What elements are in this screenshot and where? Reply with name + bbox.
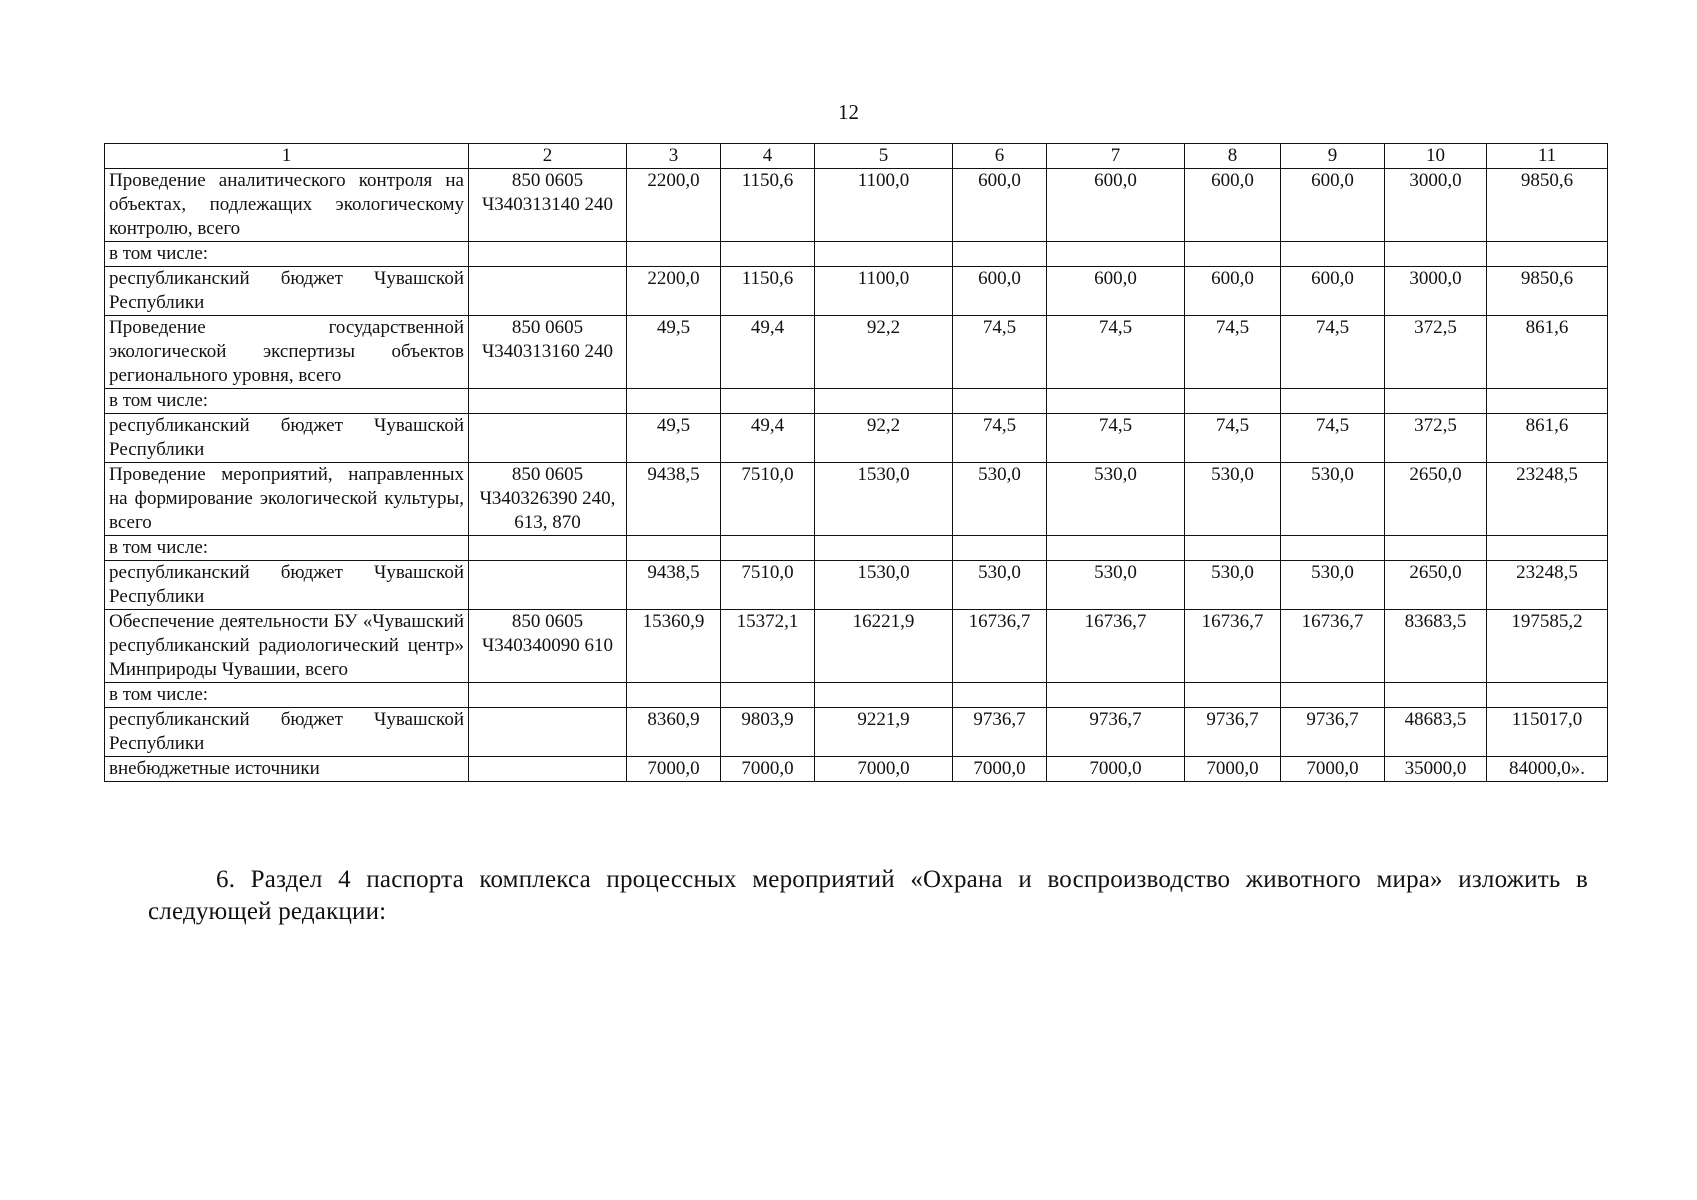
budget-code [469, 267, 627, 316]
empty-cell [815, 389, 953, 414]
value-cell: 372,5 [1385, 316, 1487, 389]
column-header: 5 [815, 144, 953, 169]
value-cell: 197585,2 [1487, 610, 1608, 683]
value-cell: 1150,6 [721, 169, 815, 242]
empty-cell [627, 389, 721, 414]
value-cell: 600,0 [1185, 267, 1281, 316]
value-cell: 15360,9 [627, 610, 721, 683]
column-header: 3 [627, 144, 721, 169]
value-cell: 1150,6 [721, 267, 815, 316]
budget-code [469, 757, 627, 782]
budget-code [469, 561, 627, 610]
value-cell: 74,5 [1185, 414, 1281, 463]
value-cell: 23248,5 [1487, 463, 1608, 536]
instruction-paragraph: 6. Раздел 4 паспорта комплекса процессных мероприятий «Охрана и воспроизводство животного мира» изложить в следующей редакции: [148, 866, 1588, 925]
empty-cell [1281, 683, 1385, 708]
value-cell: 2200,0 [627, 169, 721, 242]
value-cell: 49,5 [627, 414, 721, 463]
table-row [105, 414, 1608, 463]
including-label: в том числе: [105, 242, 469, 267]
empty-cell [1487, 683, 1608, 708]
value-cell: 9850,6 [1487, 169, 1608, 242]
empty-cell [1185, 536, 1281, 561]
value-cell: 9736,7 [1185, 708, 1281, 757]
value-cell: 16221,9 [815, 610, 953, 683]
empty-cell [953, 683, 1047, 708]
value-cell: 16736,7 [1281, 610, 1385, 683]
empty-cell [1385, 683, 1487, 708]
value-cell: 74,5 [953, 414, 1047, 463]
value-cell: 115017,0 [1487, 708, 1608, 757]
value-cell: 16736,7 [1185, 610, 1281, 683]
table-row [105, 757, 1608, 782]
column-header: 10 [1385, 144, 1487, 169]
table-row [105, 267, 1608, 316]
value-cell: 7000,0 [627, 757, 721, 782]
value-cell: 372,5 [1385, 414, 1487, 463]
subtotal-label-row [105, 389, 1608, 414]
subtotal-label-row [105, 536, 1608, 561]
column-header: 8 [1185, 144, 1281, 169]
empty-cell [721, 242, 815, 267]
value-cell: 48683,5 [1385, 708, 1487, 757]
empty-cell [469, 389, 627, 414]
table-row [105, 316, 1608, 389]
empty-cell [627, 536, 721, 561]
empty-cell [1185, 389, 1281, 414]
value-cell: 1100,0 [815, 267, 953, 316]
value-cell: 7000,0 [1281, 757, 1385, 782]
empty-cell [815, 683, 953, 708]
empty-cell [721, 683, 815, 708]
column-header: 11 [1487, 144, 1608, 169]
value-cell: 9850,6 [1487, 267, 1608, 316]
value-cell: 7000,0 [953, 757, 1047, 782]
value-cell: 74,5 [1047, 316, 1185, 389]
value-cell: 861,6 [1487, 316, 1608, 389]
value-cell: 8360,9 [627, 708, 721, 757]
empty-cell [815, 536, 953, 561]
including-label: в том числе: [105, 536, 469, 561]
empty-cell [1385, 389, 1487, 414]
column-header: 1 [105, 144, 469, 169]
budget-code: 850 0605 Ч340313140 240 [469, 169, 627, 242]
value-cell: 600,0 [1281, 169, 1385, 242]
value-cell: 74,5 [1281, 316, 1385, 389]
empty-cell [1281, 389, 1385, 414]
empty-cell [469, 242, 627, 267]
value-cell: 7000,0 [1047, 757, 1185, 782]
budget-code: 850 0605 Ч340340090 610 [469, 610, 627, 683]
value-cell: 16736,7 [1047, 610, 1185, 683]
value-cell: 7000,0 [721, 757, 815, 782]
value-cell: 7510,0 [721, 463, 815, 536]
value-cell: 600,0 [1185, 169, 1281, 242]
row-name: Проведение государственной экологической экспертизы объектов регионального уровня, всего [105, 316, 469, 389]
empty-cell [1487, 389, 1608, 414]
value-cell: 530,0 [1185, 463, 1281, 536]
subtotal-label-row [105, 683, 1608, 708]
value-cell: 74,5 [1047, 414, 1185, 463]
value-cell: 600,0 [1047, 267, 1185, 316]
empty-cell [721, 536, 815, 561]
budget-code [469, 708, 627, 757]
empty-cell [1047, 242, 1185, 267]
value-cell: 9736,7 [1281, 708, 1385, 757]
empty-cell [1047, 389, 1185, 414]
empty-cell [1487, 242, 1608, 267]
column-header: 7 [1047, 144, 1185, 169]
value-cell: 9736,7 [1047, 708, 1185, 757]
budget-code [469, 414, 627, 463]
empty-cell [627, 683, 721, 708]
value-cell: 16736,7 [953, 610, 1047, 683]
empty-cell [1385, 536, 1487, 561]
empty-cell [1047, 683, 1185, 708]
empty-cell [627, 242, 721, 267]
page-number: 12 [838, 100, 859, 124]
value-cell: 9736,7 [953, 708, 1047, 757]
value-cell: 530,0 [953, 463, 1047, 536]
value-cell: 23248,5 [1487, 561, 1608, 610]
value-cell: 7510,0 [721, 561, 815, 610]
budget-code: 850 0605 Ч340326390 240, 613, 870 [469, 463, 627, 536]
value-cell: 49,4 [721, 316, 815, 389]
value-cell: 9438,5 [627, 561, 721, 610]
empty-cell [469, 683, 627, 708]
value-cell: 7000,0 [815, 757, 953, 782]
value-cell: 84000,0». [1487, 757, 1608, 782]
column-header: 9 [1281, 144, 1385, 169]
value-cell: 74,5 [953, 316, 1047, 389]
value-cell: 3000,0 [1385, 267, 1487, 316]
empty-cell [1281, 242, 1385, 267]
value-cell: 49,4 [721, 414, 815, 463]
value-cell: 530,0 [953, 561, 1047, 610]
column-header: 6 [953, 144, 1047, 169]
value-cell: 530,0 [1281, 561, 1385, 610]
table-row [105, 561, 1608, 610]
table-row [105, 610, 1608, 683]
value-cell: 600,0 [1047, 169, 1185, 242]
value-cell: 861,6 [1487, 414, 1608, 463]
row-name: республиканский бюджет Чувашской Республики [105, 708, 469, 757]
column-header: 4 [721, 144, 815, 169]
value-cell: 530,0 [1185, 561, 1281, 610]
empty-cell [953, 536, 1047, 561]
empty-cell [469, 536, 627, 561]
row-name: внебюджетные источники [105, 757, 469, 782]
empty-cell [721, 389, 815, 414]
value-cell: 530,0 [1047, 463, 1185, 536]
value-cell: 74,5 [1185, 316, 1281, 389]
empty-cell [1047, 536, 1185, 561]
empty-cell [1185, 683, 1281, 708]
value-cell: 92,2 [815, 414, 953, 463]
table-row [105, 463, 1608, 536]
subtotal-label-row [105, 242, 1608, 267]
empty-cell [953, 242, 1047, 267]
row-name: республиканский бюджет Чувашской Республики [105, 561, 469, 610]
empty-cell [953, 389, 1047, 414]
row-name: Обеспечение деятельности БУ «Чувашский республиканский радиологический центр» Минприроды Чувашии, всего [105, 610, 469, 683]
budget-code: 850 0605 Ч340313160 240 [469, 316, 627, 389]
value-cell: 2200,0 [627, 267, 721, 316]
value-cell: 2650,0 [1385, 463, 1487, 536]
table-row [105, 169, 1608, 242]
value-cell: 9438,5 [627, 463, 721, 536]
value-cell: 83683,5 [1385, 610, 1487, 683]
value-cell: 9221,9 [815, 708, 953, 757]
budget-table [104, 143, 1608, 782]
value-cell: 74,5 [1281, 414, 1385, 463]
empty-cell [1185, 242, 1281, 267]
table-body [105, 169, 1608, 782]
value-cell: 600,0 [953, 267, 1047, 316]
value-cell: 600,0 [1281, 267, 1385, 316]
value-cell: 2650,0 [1385, 561, 1487, 610]
value-cell: 3000,0 [1385, 169, 1487, 242]
value-cell: 530,0 [1047, 561, 1185, 610]
value-cell: 15372,1 [721, 610, 815, 683]
table-header-row [105, 144, 1608, 169]
row-name: республиканский бюджет Чувашской Республики [105, 267, 469, 316]
value-cell: 1100,0 [815, 169, 953, 242]
table-row [105, 708, 1608, 757]
row-name: Проведение мероприятий, направленных на формирование экологической культуры, всего [105, 463, 469, 536]
value-cell: 92,2 [815, 316, 953, 389]
value-cell: 1530,0 [815, 561, 953, 610]
value-cell: 35000,0 [1385, 757, 1487, 782]
value-cell: 600,0 [953, 169, 1047, 242]
value-cell: 49,5 [627, 316, 721, 389]
empty-cell [1281, 536, 1385, 561]
row-name: Проведение аналитического контроля на объектах, подлежащих экологическому контролю, всего [105, 169, 469, 242]
value-cell: 530,0 [1281, 463, 1385, 536]
value-cell: 1530,0 [815, 463, 953, 536]
empty-cell [1487, 536, 1608, 561]
including-label: в том числе: [105, 683, 469, 708]
including-label: в том числе: [105, 389, 469, 414]
value-cell: 9803,9 [721, 708, 815, 757]
row-name: республиканский бюджет Чувашской Республики [105, 414, 469, 463]
empty-cell [1385, 242, 1487, 267]
empty-cell [815, 242, 953, 267]
value-cell: 7000,0 [1185, 757, 1281, 782]
column-header: 2 [469, 144, 627, 169]
